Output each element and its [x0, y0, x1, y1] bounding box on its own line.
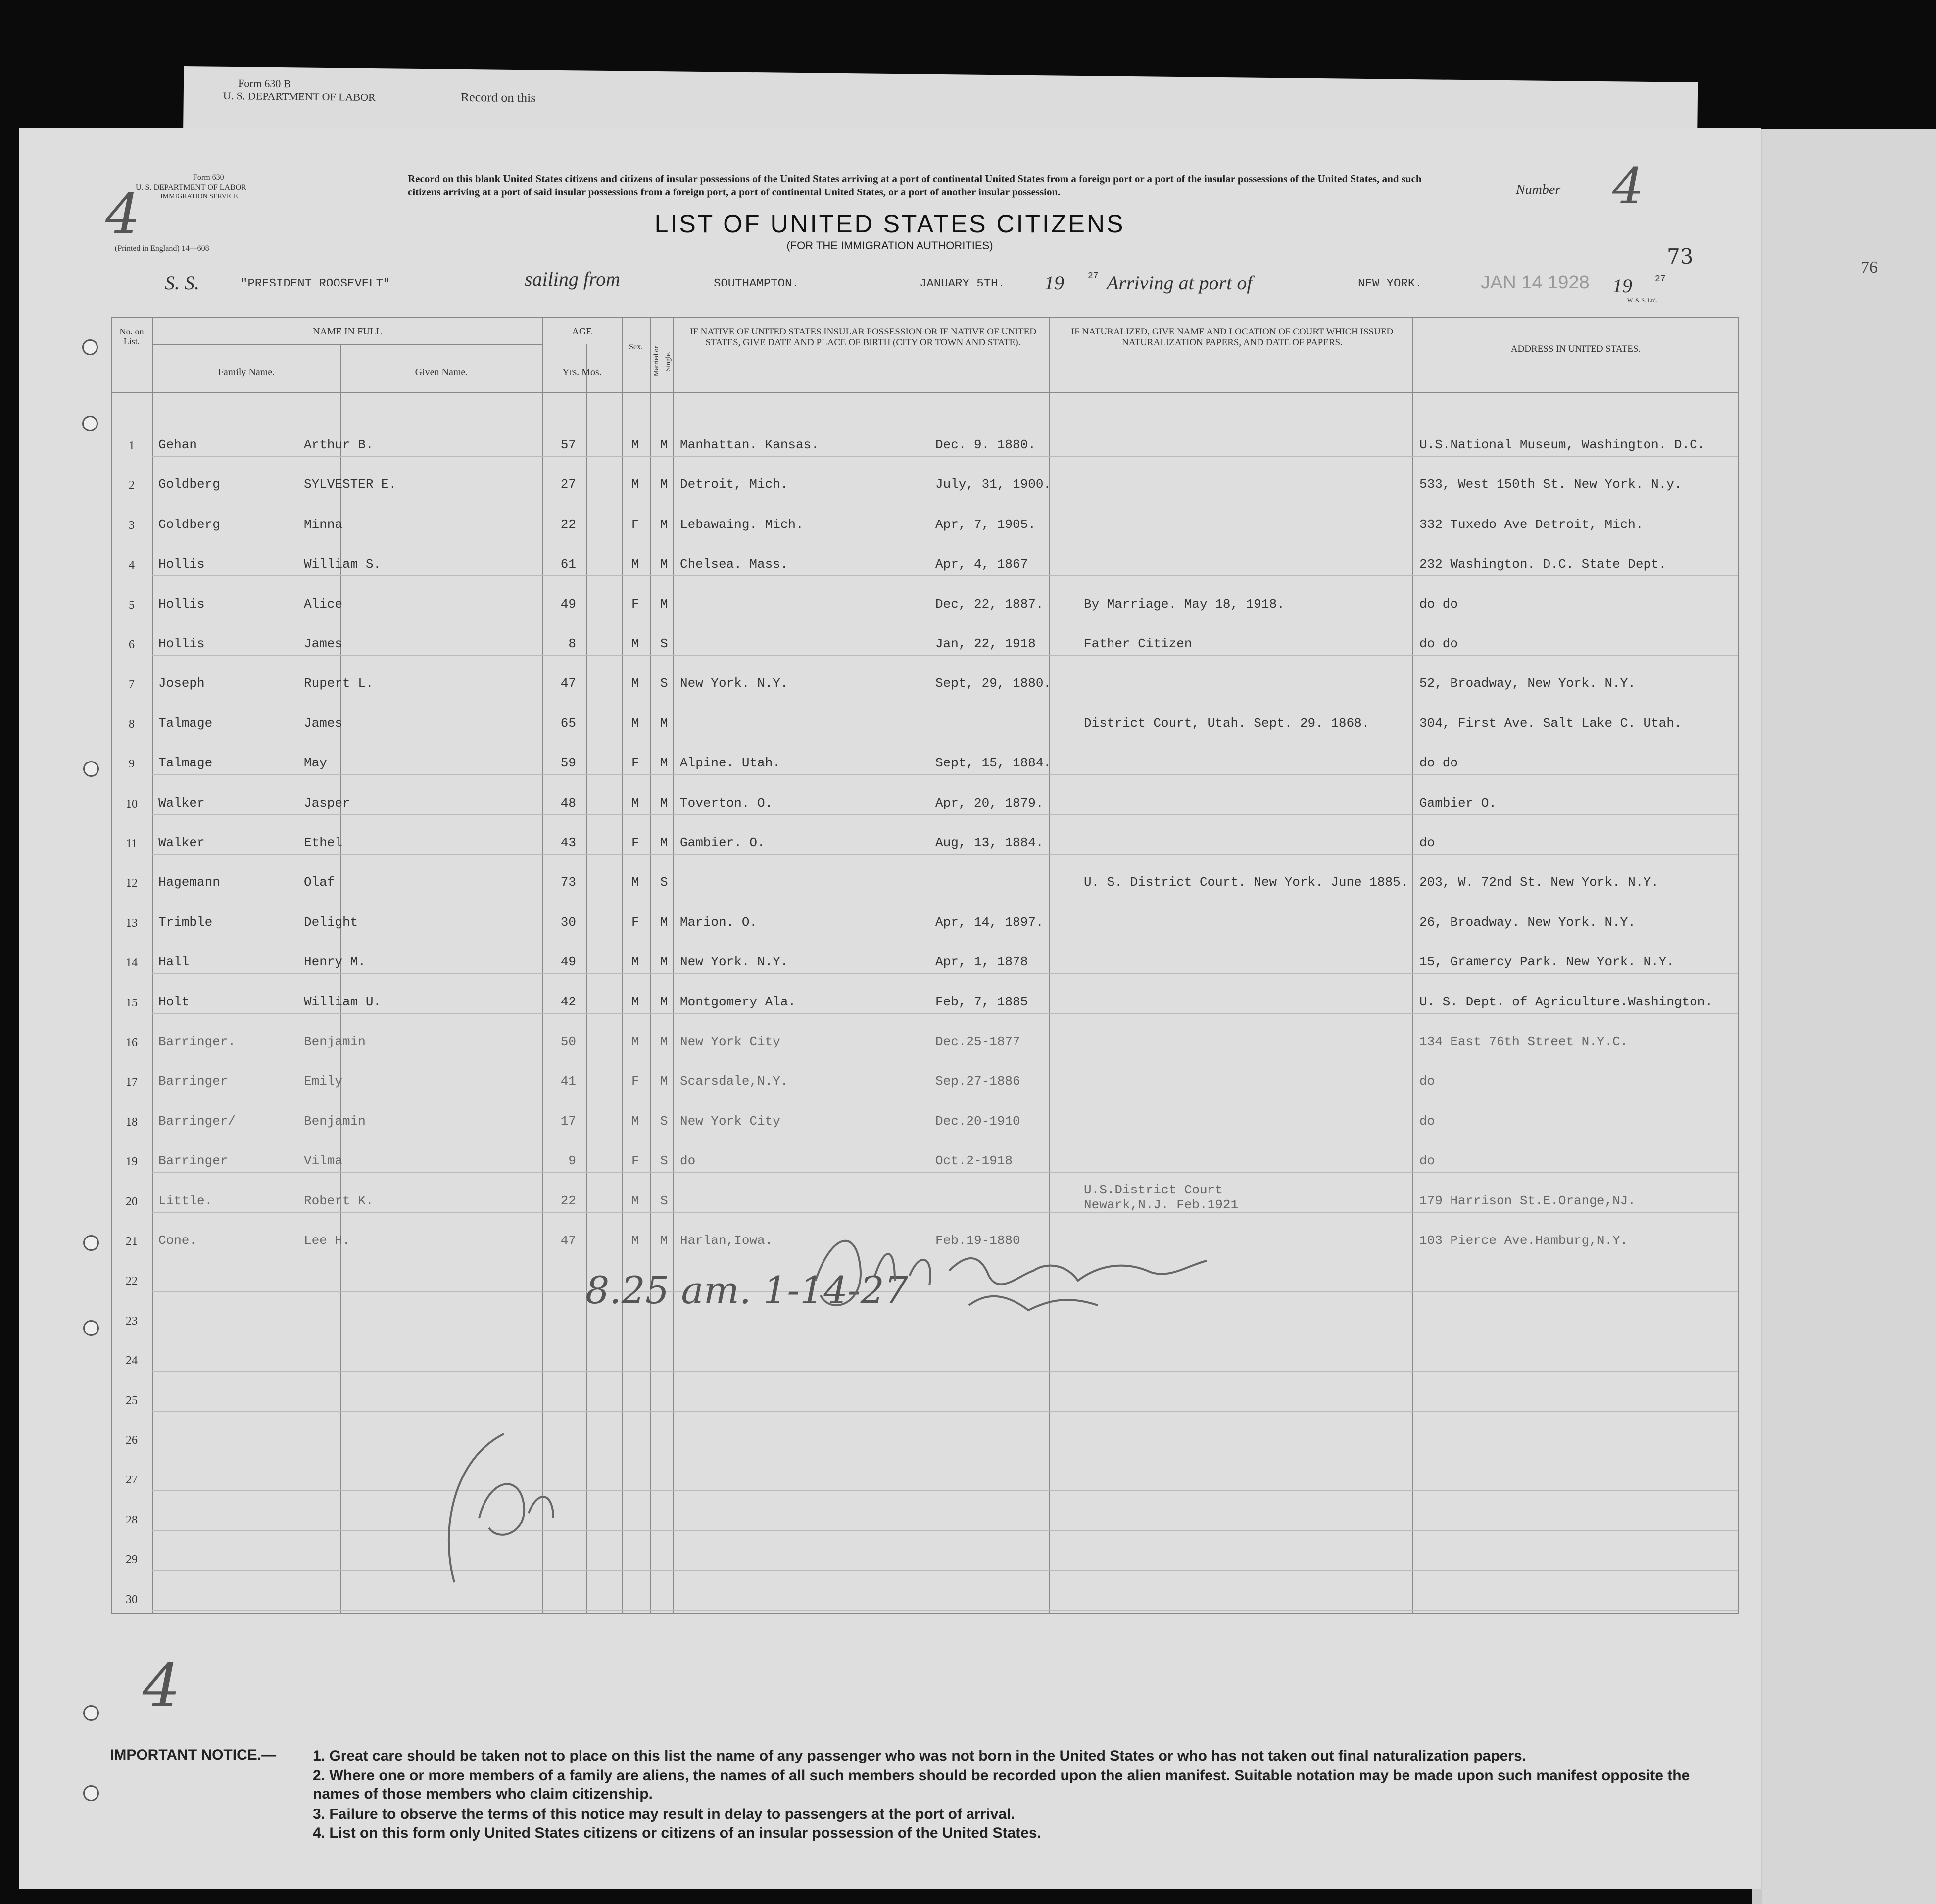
year-suffix: 27 [1088, 271, 1099, 281]
row-number: 7 [129, 678, 135, 691]
row-number: 16 [126, 1036, 138, 1049]
row-rule [152, 1490, 1738, 1491]
cell-age: 22 [560, 1193, 576, 1208]
row-rule [152, 456, 1738, 457]
cell-age: 48 [560, 795, 576, 810]
cell-date: Sept, 29, 1880. [935, 676, 1052, 691]
cell-sex: M [631, 1034, 639, 1049]
cell-ms: M [660, 795, 668, 810]
notice-label: IMPORTANT NOTICE.— [110, 1747, 277, 1763]
cell-sex: F [631, 1074, 639, 1089]
cell-ms: S [660, 1113, 668, 1129]
row-rule [152, 973, 1738, 974]
cell-addr: U. S. Dept. of Agriculture.Washington. [1419, 994, 1713, 1009]
row-number: 23 [126, 1314, 138, 1328]
cell-given: Arthur B. [304, 437, 374, 452]
cell-sex: F [631, 756, 639, 771]
row-rule [152, 575, 1738, 576]
printer-mark: W. & S. Ltd. [1627, 297, 1657, 304]
cell-sex: M [631, 1113, 639, 1129]
col-age: AGE [572, 326, 592, 337]
row-rule [152, 814, 1738, 815]
cell-given: May [304, 756, 327, 771]
cell-nat: U. S. District Court. New York. June 1885. [1084, 875, 1408, 890]
cell-family: Goldberg [158, 517, 220, 532]
row-rule [152, 774, 1738, 775]
cell-date: Apr, 14, 1897. [935, 914, 1044, 930]
page-subtitle: (FOR THE IMMIGRATION AUTHORITIES) [786, 239, 993, 252]
port-to: NEW YORK. [1358, 277, 1422, 290]
row-number: 14 [126, 956, 138, 970]
notice-item-1: 1. Great care should be taken not to place on this list the name of any passenger who was not born in the United States or who has not taken out final naturalization papers. [313, 1748, 1527, 1764]
cell-family: Joseph [158, 676, 205, 691]
cell-addr: U.S.National Museum, Washington. D.C. [1419, 437, 1705, 452]
punch-hole [83, 1705, 99, 1721]
cell-sex: M [631, 636, 639, 651]
cell-addr: Gambier O. [1419, 795, 1497, 810]
cell-family: Hall [158, 954, 190, 970]
cell-place: Montgomery Ala. [680, 994, 796, 1009]
cell-ms: S [660, 636, 668, 651]
record-instructions: Record on this blank United States citizens and citizens of insular possessions of the United States arriving at a port of continental United States from a foreign port or a port of the insular possessions of the United States, and such citizens arriving at a port of said insular possessions from a foreign port, a port of continental United States, or a port of another insular possession. [408, 173, 1422, 198]
col-yrs-mos: Yrs. Mos. [562, 367, 602, 378]
cell-addr: 52, Broadway, New York. N.Y. [1419, 676, 1636, 691]
row-number: 10 [126, 797, 138, 810]
row-number: 11 [126, 837, 138, 850]
cell-addr: do [1419, 835, 1435, 850]
cell-sex: M [631, 795, 639, 810]
form-number: Form 630 [193, 173, 224, 182]
cell-date: Sep.27-1886 [935, 1074, 1020, 1089]
col-sex: Sex. [629, 343, 643, 351]
cell-given: Robert K. [304, 1193, 374, 1208]
row-number: 22 [126, 1275, 138, 1288]
cell-addr: 203, W. 72nd St. New York. N.Y. [1419, 875, 1659, 890]
cell-sex: F [631, 835, 639, 850]
cell-given: SYLVESTER E. [304, 477, 397, 492]
cell-addr: do [1419, 1074, 1435, 1089]
cell-ms: M [660, 437, 668, 452]
cell-sex: M [631, 437, 639, 452]
cell-nat: Father Citizen [1084, 636, 1192, 651]
cell-age: 27 [560, 477, 576, 492]
cell-ms: M [660, 1074, 668, 1089]
cell-addr: do [1419, 1113, 1435, 1129]
cell-ms: M [660, 715, 668, 731]
cell-age: 22 [560, 517, 576, 532]
cell-ms: M [660, 914, 668, 930]
cell-ms: M [660, 1034, 668, 1049]
margin-number: 76 [1861, 258, 1878, 277]
cell-given: Lee H. [304, 1233, 350, 1248]
cell-place: Scarsdale,N.Y. [680, 1074, 788, 1089]
year-prefix: 19 [1044, 272, 1064, 294]
cell-sex: M [631, 477, 639, 492]
dept-name: U. S. DEPARTMENT OF LABOR [136, 183, 246, 191]
sailing-label: sailing from [525, 268, 620, 290]
cell-age: 9 [568, 1153, 576, 1169]
cell-ms: M [660, 517, 668, 532]
cell-addr: do [1419, 1153, 1435, 1169]
cell-family: Holt [158, 994, 190, 1009]
row-rule [152, 1371, 1738, 1372]
col-naturalized: IF NATURALIZED, GIVE NAME AND LOCATION OF COURT WHICH ISSUED NATURALIZATION PAPERS, AND DATE OF PAPERS. [1071, 327, 1394, 348]
cell-date: Feb.19-1880 [935, 1233, 1020, 1248]
cell-ms: M [660, 835, 668, 850]
service-name: IMMIGRATION SERVICE [160, 193, 238, 200]
cell-addr: 134 East 76th Street N.Y.C. [1419, 1034, 1628, 1049]
cell-age: 49 [560, 596, 576, 612]
date-from: JANUARY 5TH. [920, 277, 1005, 290]
row-number: 2 [129, 479, 135, 492]
cell-place: Chelsea. Mass. [680, 557, 788, 572]
cell-ms: M [660, 477, 668, 492]
cell-family: Talmage [158, 756, 213, 771]
col-given: Given Name. [415, 367, 468, 378]
cell-family: Trimble [158, 914, 213, 930]
cell-age: 8 [568, 636, 576, 651]
cell-place: Detroit, Mich. [680, 477, 788, 492]
cell-addr: 103 Pierce Ave.Hamburg,N.Y. [1419, 1233, 1628, 1248]
cell-given: Delight [304, 914, 358, 930]
cell-family: Gehan [158, 437, 197, 452]
cell-given: Emily [304, 1074, 343, 1089]
year2-suffix: 27 [1655, 274, 1666, 284]
cell-sex: F [631, 596, 639, 612]
cell-ms: S [660, 875, 668, 890]
row-rule [152, 655, 1738, 656]
notice-item-2: 2. Where one or more members of a family are aliens, the names of all such members should be recorded upon the alien manifest. Suitable notation may be made upon such manifest opposite the names of those members who claim citizenship. [313, 1767, 1690, 1802]
cell-sex: M [631, 1193, 639, 1208]
col-address: ADDRESS IN UNITED STATES. [1510, 344, 1641, 354]
col-name-in-full: NAME IN FULL [313, 326, 382, 337]
cell-date: July, 31, 1900. [935, 477, 1052, 492]
cell-ms: S [660, 1153, 668, 1169]
row-number: 9 [129, 758, 135, 771]
cell-nat: District Court, Utah. Sept. 29. 1868. [1084, 715, 1370, 731]
cell-ms: M [660, 596, 668, 612]
cell-addr: do do [1419, 756, 1458, 771]
cell-age: 43 [560, 835, 576, 850]
cell-ms: S [660, 1193, 668, 1208]
cell-place: do [680, 1153, 696, 1169]
manifest-page [19, 128, 1761, 1889]
cell-age: 59 [560, 756, 576, 771]
cell-family: Barringer. [158, 1034, 236, 1049]
cell-date: Dec.25-1877 [935, 1034, 1020, 1049]
cell-age: 57 [560, 437, 576, 452]
date-stamp: JAN 14 1928 [1481, 272, 1590, 293]
row-number: 30 [126, 1593, 138, 1606]
cell-given: Ethel [304, 835, 343, 850]
cell-addr: 26, Broadway. New York. N.Y. [1419, 914, 1636, 930]
cell-addr: 179 Harrison St.E.Orange,NJ. [1419, 1193, 1636, 1208]
cell-ms: S [660, 676, 668, 691]
arriving-label: Arriving at port of [1107, 272, 1253, 294]
cell-family: Cone. [158, 1233, 197, 1248]
punch-hole [82, 416, 98, 431]
punch-hole [83, 1785, 99, 1801]
cell-age: 42 [560, 994, 576, 1009]
handwritten-initials [425, 1419, 603, 1607]
cell-place: Manhattan. Kansas. [680, 437, 819, 452]
passenger-table [111, 317, 1739, 1623]
cell-addr: 533, West 150th St. New York. N.y. [1419, 477, 1682, 492]
cell-given: Jasper [304, 795, 350, 810]
cell-date: Apr, 4, 1867 [935, 557, 1028, 572]
cell-ms: M [660, 557, 668, 572]
cell-sex: M [631, 676, 639, 691]
row-rule [152, 1172, 1738, 1173]
cell-addr: do do [1419, 636, 1458, 651]
row-number: 1 [129, 439, 135, 452]
row-number: 28 [126, 1513, 138, 1526]
cell-date: Apr, 1, 1878 [935, 954, 1028, 970]
cell-given: Rupert L. [304, 676, 374, 691]
cell-given: William S. [304, 557, 382, 572]
row-number: 5 [129, 598, 135, 612]
notice-item-4: 4. List on this form only United States citizens or citizens of an insular possession of the United States. [313, 1825, 1041, 1841]
cell-family: Little. [158, 1193, 213, 1208]
row-number: 19 [126, 1155, 138, 1169]
cell-family: Talmage [158, 715, 213, 731]
cell-age: 30 [560, 914, 576, 930]
inspector-signature [801, 1216, 1226, 1330]
year2-prefix: 19 [1612, 275, 1632, 297]
row-number: 17 [126, 1076, 138, 1089]
row-number: 21 [126, 1235, 138, 1248]
row-number: 8 [129, 717, 135, 731]
cell-ms: M [660, 756, 668, 771]
cell-given: Benjamin [304, 1113, 366, 1129]
cell-age: 49 [560, 954, 576, 970]
row-number: 3 [129, 519, 135, 532]
cell-date: Dec, 22, 1887. [935, 596, 1044, 612]
row-number: 13 [126, 916, 138, 930]
row-number: 6 [129, 638, 135, 651]
ship-name: "PRESIDENT ROOSEVELT" [241, 277, 390, 290]
cell-place: Toverton. O. [680, 795, 773, 810]
cell-family: Walker [158, 835, 205, 850]
ss-label: S. S. [165, 272, 199, 294]
cell-given: James [304, 715, 343, 731]
punch-hole [83, 1235, 99, 1251]
col-no: No. on List. [119, 327, 144, 346]
cell-ms: M [660, 954, 668, 970]
cell-sex: M [631, 557, 639, 572]
cell-place: Harlan,Iowa. [680, 1233, 773, 1248]
cell-sex: F [631, 914, 639, 930]
row-rule [152, 1212, 1738, 1213]
notice-item-3: 3. Failure to observe the terms of this notice may result in delay to passengers at the port of arrival. [313, 1806, 1015, 1822]
back-record: Record on this [460, 90, 536, 105]
row-number: 12 [126, 877, 138, 890]
cell-place: Marion. O. [680, 914, 758, 930]
cell-sex: M [631, 994, 639, 1009]
page-title: LIST OF UNITED STATES CITIZENS [654, 210, 1125, 238]
cell-sex: M [631, 875, 639, 890]
cell-family: Barringer/ [158, 1113, 236, 1129]
cell-given: James [304, 636, 343, 651]
cell-family: Barringer [158, 1153, 228, 1169]
handwritten-time-note: 8.25 am. 1-14-27 [585, 1268, 909, 1312]
cell-sex: F [631, 517, 639, 532]
cell-place: New York City [680, 1034, 780, 1049]
cell-age: 61 [560, 557, 576, 572]
row-rule [152, 1570, 1738, 1571]
cell-place: New York City [680, 1113, 780, 1129]
left-handwritten-mark: 4 [105, 182, 140, 245]
cell-date: Dec.20-1910 [935, 1113, 1020, 1129]
cell-date: Sept, 15, 1884. [935, 756, 1052, 771]
row-number: 26 [126, 1434, 138, 1447]
cell-date: Feb, 7, 1885 [935, 994, 1028, 1009]
row-number: 4 [129, 559, 135, 572]
cell-family: Hagemann [158, 875, 220, 890]
cell-ms: M [660, 1233, 668, 1248]
cell-age: 47 [560, 676, 576, 691]
row-rule [152, 1530, 1738, 1531]
cell-family: Goldberg [158, 477, 220, 492]
row-number: 15 [126, 996, 138, 1009]
cell-nat: By Marriage. May 18, 1918. [1084, 596, 1285, 612]
cell-addr: do do [1419, 596, 1458, 612]
row-rule [152, 854, 1738, 855]
row-number: 20 [126, 1195, 138, 1208]
cell-sex: M [631, 715, 639, 731]
punch-hole [83, 1320, 99, 1336]
cell-age: 50 [560, 1034, 576, 1049]
cell-addr: 15, Gramercy Park. New York. N.Y. [1419, 954, 1674, 970]
number-label: Number [1516, 182, 1561, 197]
cell-age: 41 [560, 1074, 576, 1089]
printed-note: (Printed in England) 14—608 [115, 244, 209, 253]
back-form-no: Form 630 B [238, 77, 291, 90]
cell-place: Lebawaing. Mich. [680, 517, 804, 532]
cell-given: Minna [304, 517, 343, 532]
cell-given: Vilma [304, 1153, 343, 1169]
bottom-handwritten-mark: 4 [143, 1652, 181, 1720]
cell-place: New York. N.Y. [680, 954, 788, 970]
punch-hole [83, 761, 99, 777]
cell-sex: F [631, 1153, 639, 1169]
cell-date: Oct.2-1918 [935, 1153, 1013, 1169]
cell-family: Hollis [158, 636, 205, 651]
cell-place: Gambier. O. [680, 835, 765, 850]
cell-family: Hollis [158, 557, 205, 572]
cell-family: Walker [158, 795, 205, 810]
right-sheet [1762, 129, 1936, 1904]
row-number: 25 [126, 1394, 138, 1407]
cell-family: Hollis [158, 596, 205, 612]
row-number: 27 [126, 1474, 138, 1487]
cell-date: Apr, 7, 1905. [935, 517, 1036, 532]
punch-hole [82, 339, 98, 355]
row-rule [152, 1411, 1738, 1412]
page-number: 73 [1667, 244, 1694, 269]
row-number: 29 [126, 1553, 138, 1567]
cell-date: Aug, 13, 1884. [935, 835, 1044, 850]
cell-given: Henry M. [304, 954, 366, 970]
cell-age: 17 [560, 1113, 576, 1129]
cell-given: William U. [304, 994, 382, 1009]
row-number: 18 [126, 1115, 138, 1129]
row-number: 24 [126, 1354, 138, 1368]
cell-place: New York. N.Y. [680, 676, 788, 691]
back-dept: U. S. DEPARTMENT OF LABOR [223, 89, 376, 104]
cell-date: Dec. 9. 1880. [935, 437, 1036, 452]
cell-date: Jan, 22, 1918 [935, 636, 1036, 651]
cell-addr: 304, First Ave. Salt Lake C. Utah. [1419, 715, 1682, 731]
cell-sex: M [631, 1233, 639, 1248]
number-value: 4 [1612, 157, 1644, 215]
col-married: Married or Single. [653, 346, 672, 377]
cell-given: Alice [304, 596, 343, 612]
cell-given: Olaf [304, 875, 335, 890]
cell-ms: M [660, 994, 668, 1009]
row-rule [152, 1013, 1738, 1014]
cell-addr: 332 Tuxedo Ave Detroit, Mich. [1419, 517, 1644, 532]
cell-age: 73 [560, 875, 576, 890]
cell-given: Benjamin [304, 1034, 366, 1049]
cell-place: Alpine. Utah. [680, 756, 780, 771]
cell-nat: U.S.District Court Newark,N.J. Feb.1921 [1084, 1182, 1239, 1212]
cell-family: Barringer [158, 1074, 228, 1089]
port-from: SOUTHAMPTON. [714, 277, 799, 290]
col-native: IF NATIVE OF UNITED STATES INSULAR POSSESSION OR IF NATIVE OF UNITED STATES, GIVE DATE AND PLACE OF BIRTH (CITY OR TOWN AND STATE). [690, 327, 1036, 348]
cell-sex: M [631, 954, 639, 970]
row-rule [152, 1610, 1738, 1611]
cell-age: 47 [560, 1233, 576, 1248]
col-family: Family Name. [218, 367, 275, 378]
cell-date: Apr, 20, 1879. [935, 795, 1044, 810]
cell-addr: 232 Washington. D.C. State Dept. [1419, 557, 1667, 572]
cell-age: 65 [560, 715, 576, 731]
